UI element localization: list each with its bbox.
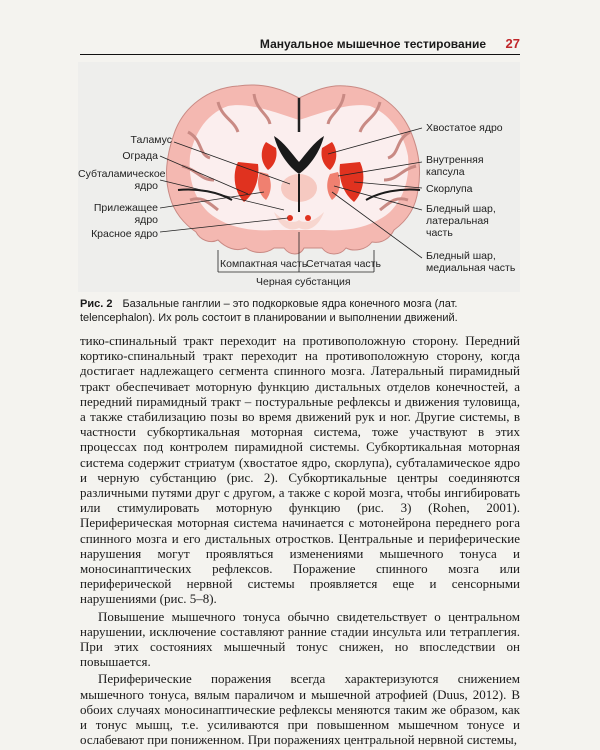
label-thalamus: Таламус [130, 134, 172, 146]
page-number: 27 [505, 36, 520, 51]
running-head-title: Мануальное мышечное тестирование [259, 37, 486, 51]
caption-text: Базальные ганглии – это подкорковые ядра конечного мозга (лат. telencephalon). Их роль состоит в планировании и выполнении движений. [80, 298, 458, 324]
label-nucleus-accumbens: Прилежащее ядро [93, 202, 158, 226]
body-text [80, 333, 520, 747]
figure-caption [80, 297, 520, 325]
body-paragraph-3: Периферические поражения всегда характеризуются снижением мышечного тонуса, вялым параличом и мышечной атрофией (Duus, 2012). В обоих случаях моносинаптические рефлексы меняются таким же образом, как и тонус мышц, т.е. усиливаются при повышенном мышечном тонусе и ослабевают при пониженном. При поражениях центральной нервной системы, [80, 671, 520, 748]
label-internal-capsule: Внутренняя капсула [426, 154, 484, 178]
label-globus-pallidus-lateral: Бледный шар, латеральная часть [426, 203, 496, 239]
label-red-nucleus: Красное ядро [91, 228, 158, 240]
red-nucleus-right [305, 215, 311, 221]
label-globus-pallidus-medial: Бледный шар, медиальная часть [426, 250, 516, 274]
label-substantia-nigra: Черная субстанция [256, 276, 351, 288]
body-paragraph-2: Повышение мышечного тонуса обычно свидетельствует о центральном нарушении, исключение составляют ранние стадии инсульта или тетраплегия. При этих состояниях мышечный тонус снижен, но впоследствии он повышается. [80, 608, 520, 670]
label-compact-part: Компактная часть [220, 258, 308, 270]
basal-ganglia-figure [78, 62, 520, 292]
running-head [80, 34, 520, 55]
caption-number: Рис. 2 [80, 298, 113, 310]
label-reticular-part: Сетчатая часть [306, 258, 381, 270]
label-claustrum: Ограда [122, 150, 158, 162]
label-caudate-nucleus: Хвостатое ядро [426, 122, 503, 134]
label-subthalamic-nucleus: Субталамическое ядро [78, 168, 166, 192]
body-paragraph-1: тико-спинальный тракт переходит на противоположную сторону. Передний кортико-спинальный тракт переходит на противоположную сторону, когда достигает надлежащего сегмента спинного мозга. Латеральный пирамидный тракт обеспечивает моторную функцию дистальных отделов конечностей, а передний пирамидный тракт – постуральные рефлексы и движения туловища, а также стабилизацию позы во время движений рук и ног. Другие системы, в частности субкортикальная моторная система, тоже участвуют в этих процессах под контролем пирамидной системы. Субкортикальная моторная система содержит стриатум (хвостатое ядро, скорлупа), субталамическое ядро и черную субстанцию (рис. 2). Субкортикальные центры соединяются различными путями друг с другом, а также с корой мозга, чтобы ингибировать или стимулировать моторную функцию (рис. 3) (Rohen, 2001). Периферическая моторная система начинается с мотонейрона переднего рога спинного мозга и его дистальных отростков. Центральные и периферические нарушения могут проявляться изменениями мышечного тонуса и моносинаптических рефлексов. Поражение спинного мозга или периферической нервной системы проявляется еще и сенсорными нарушениями (рис. 5–8). [80, 333, 520, 607]
label-putamen: Скорлупа [426, 183, 473, 195]
